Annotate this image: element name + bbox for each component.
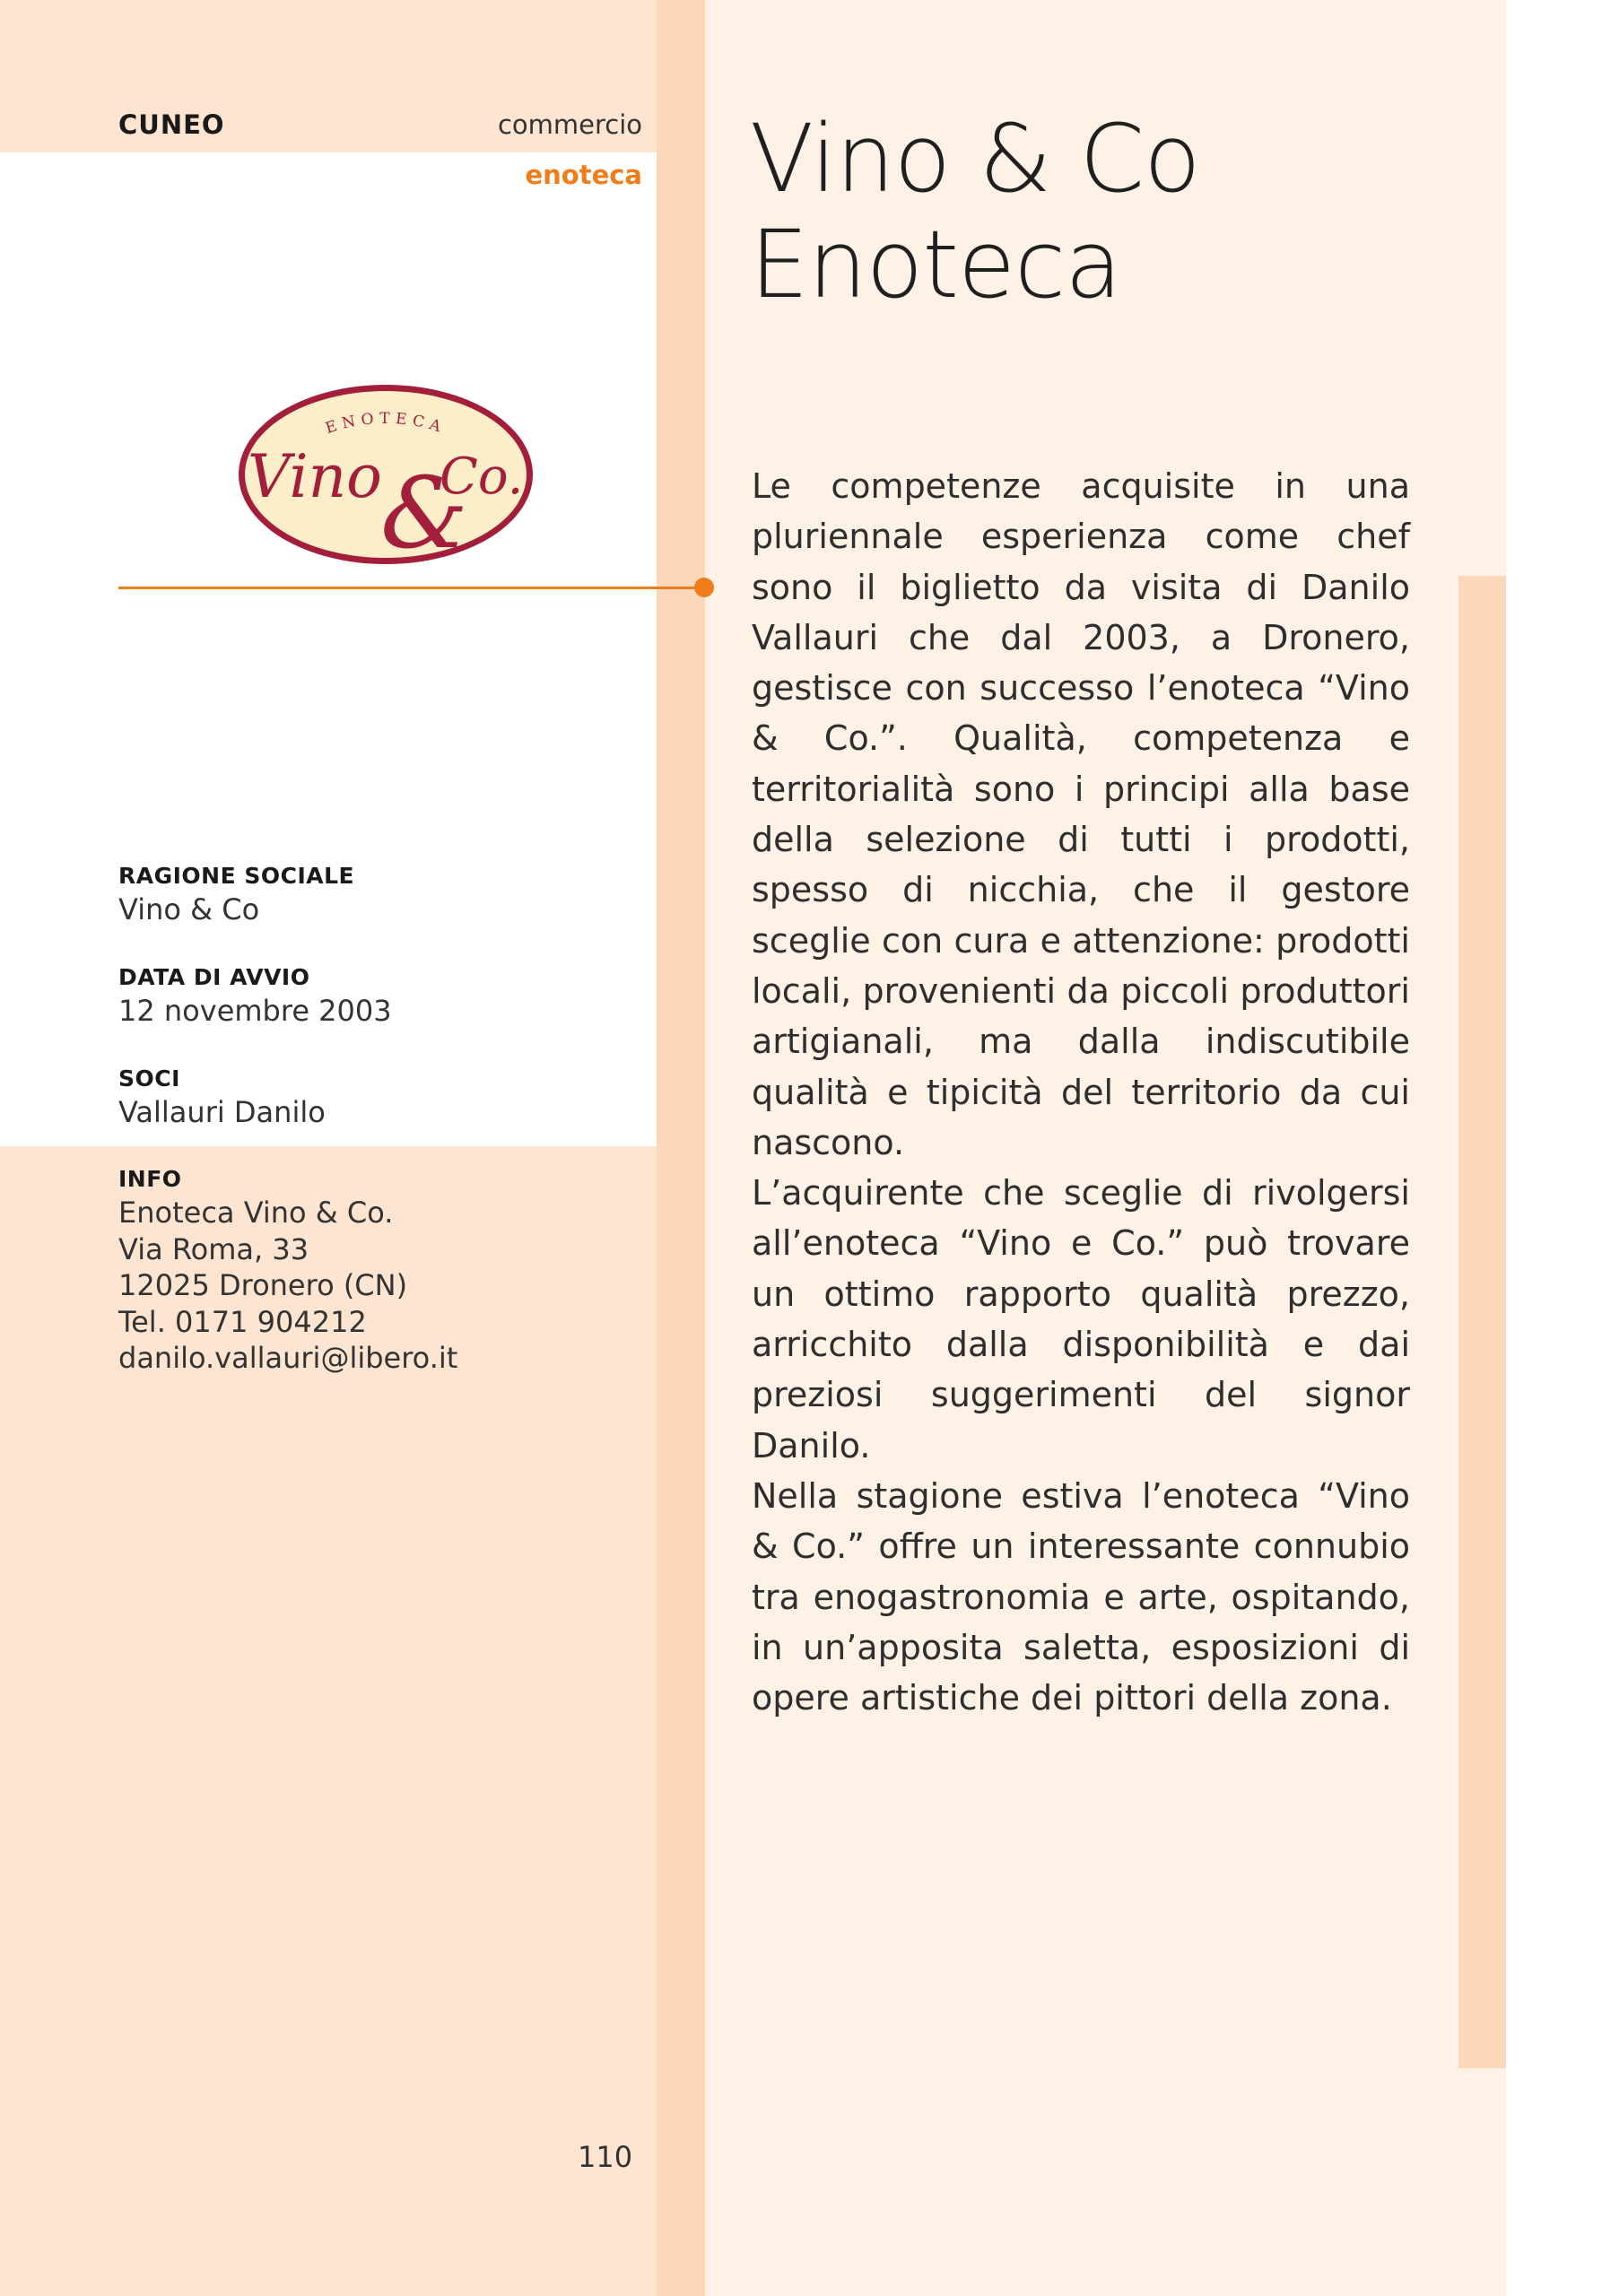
rule-dot — [694, 578, 714, 597]
info-line-name: Enoteca Vino & Co. — [118, 1196, 394, 1230]
field-label: SOCI — [118, 1065, 180, 1091]
logo-top-text: ENOTECA — [323, 409, 448, 439]
body-paragraph: Nella stagione estiva l’enoteca “Vino & Co.” offre un interessante connubio tra enogastronomia e arte, ospitando, in un’apposita saletta, esposizioni di opere artistiche dei pittori della zona. — [752, 1475, 1410, 1718]
field-value: 12 novembre 2003 — [118, 994, 392, 1028]
right-accent-strip — [1458, 576, 1506, 2068]
field-label: DATA DI AVVIO — [118, 964, 310, 990]
enoteca-logo — [235, 382, 536, 567]
info-line-phone: Tel. 0171 904212 — [118, 1304, 367, 1339]
field-label: INFO — [118, 1166, 182, 1192]
logo-main-text: Vino — [248, 442, 382, 511]
body-paragraph: Le competenze acquisite in una pluriennale esperienza come chef sono il biglietto da visita di Danilo Vallauri che dal 2003, a Dronero, gestisce con successo l’enoteca “Vino & Co.”. Qualità, competenza e territorialità sono i principi alla base della selezione di tutti i prodotti, spesso di nicchia, che il gestore sceglie con cura e attenzione: prodotti locali, provenienti da piccoli produttori artigianali, ma dalla indiscutibile qualità e tipicità del territorio da cui nascono. — [752, 466, 1410, 1162]
article-body — [752, 461, 1410, 1723]
field-ragione-sociale — [118, 861, 354, 927]
logo-co-text: Co. — [440, 448, 524, 506]
field-value: Vino & Co — [118, 892, 260, 926]
field-label: RAGIONE SOCIALE — [118, 863, 355, 889]
page-title — [750, 106, 1200, 317]
type-label: enoteca — [525, 160, 642, 190]
info-line-city: 12025 Dronero (CN) — [118, 1268, 408, 1302]
field-value: Vallauri Danilo — [118, 1095, 326, 1129]
field-info — [118, 1164, 457, 1377]
sector-label: commercio — [497, 109, 642, 140]
field-data-avvio — [118, 962, 392, 1029]
title-line-2: Enoteca — [750, 210, 1121, 319]
region-label: CUNEO — [118, 109, 225, 140]
logo-ampersand: & — [380, 456, 468, 567]
info-line-address: Via Roma, 33 — [118, 1231, 309, 1266]
body-paragraph: L’acquirente che sceglie di rivolgersi all’enoteca “Vino e Co.” può trovare un ottimo rapporto qualità prezzo, arricchito dalla disponibilità e dai preziosi suggerimenti del signor Danilo. — [752, 1173, 1410, 1465]
page-number: 110 — [578, 2140, 633, 2174]
field-soci — [118, 1064, 326, 1130]
info-line-email[interactable]: danilo.vallauri@libero.it — [118, 1341, 458, 1375]
divider-band — [657, 0, 705, 2296]
title-line-1: Vino & Co — [750, 104, 1200, 213]
orange-rule — [118, 587, 703, 589]
